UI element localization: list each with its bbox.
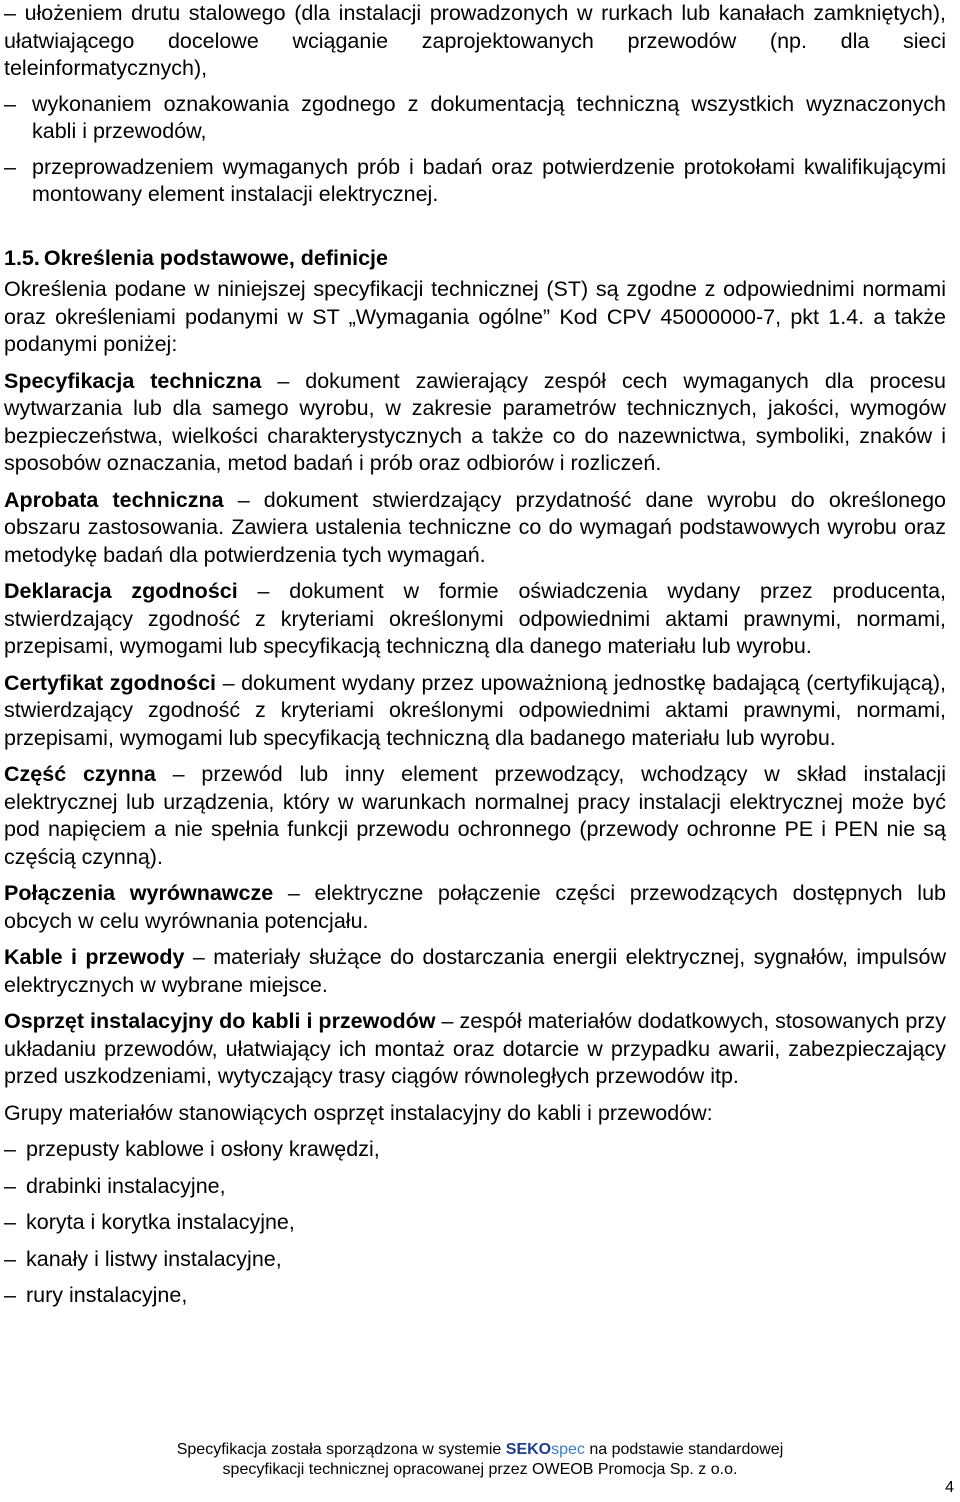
list-item-text: przepusty kablowe i osłony krawędzi, [26, 1137, 380, 1161]
definition-text: – dokument wydany przez upoważnioną jednostkę badającą (certyfikującą), stwierdzający zgodność z kryteriami określonymi odpowiednimi aktami prawnymi, normami, przepisami, wymogami lub specyfikacją techniczną dla badanego materiału lub wyrobu. [4, 670, 947, 750]
section-heading [4, 245, 946, 273]
definition [4, 578, 946, 661]
definition-text: – dokument zawierający zespół cech wymaganych dla procesu wytwarzania lub dla samego wyrobu, w zakresie parametrów technicznych, jakości, wymogów bezpieczeństwa, wielkości charakterystycznych a także co do nazewnictwa, symboliki, znaków i sposobów oznaczania, metod badań i prób oraz odbiorów i rozliczeń. [4, 368, 946, 475]
definition-term: Certyfikat zgodności [4, 670, 217, 695]
dash-marker: – [4, 154, 16, 179]
definition [4, 944, 946, 999]
list-item [4, 154, 946, 209]
footer-line-1 [0, 1440, 960, 1460]
definition [4, 487, 946, 570]
definition-text: – dokument stwierdzający przydatność dane wyrobu do określonego obszaru zastosowania. Zawiera ustalenia techniczne co do wymagań podstawowych wyrobu oraz metodykę badań dla potwierdzenia tych wymagań. [4, 487, 946, 567]
groups-intro: Grupy materiałów stanowiących osprzęt instalacyjny do kabli i przewodów: [4, 1100, 713, 1125]
page-number: 4 [945, 1479, 954, 1496]
definition [4, 880, 946, 935]
definition-text: – elektryczne połączenie części przewodzących dostępnych lub obcych w celu wyrównania potencjału. [4, 881, 946, 933]
bullet-text: wykonaniem oznakowania zgodnego z dokumentacją techniczną wszystkich wyznaczonych kabli i przewodów, [32, 91, 946, 143]
list-item [4, 1136, 946, 1164]
list-item [4, 91, 946, 146]
list-item-text: kanały i listwy instalacyjne, [26, 1246, 282, 1271]
definition-term: Specyfikacja techniczna [4, 368, 262, 393]
page-footer [0, 1440, 960, 1480]
definition-term: Deklaracja zgodności [4, 579, 238, 603]
document-page [4, 0, 946, 1310]
dash-marker: – [4, 1210, 16, 1234]
definition [4, 670, 946, 753]
definition-text: – przewód lub inny element przewodzący, wchodzący w skład instalacji elektrycznej lub urządzenia, który w warunkach normalnej pracy instalacji elektrycznej może być pod napięciem a nie spełnia funkcji przewodu ochronnego (przewody ochronne PE i PEN nie są częścią czynną). [4, 762, 947, 869]
definition-text: – materiały służące do dostarczania energii elektrycznej, sygnałów, impulsów elektrycznych w wybrane miejsce. [4, 945, 946, 997]
brand-logo-spec: spec [551, 1441, 585, 1458]
section-number: 1.5. [4, 245, 40, 270]
definition-term: Osprzęt instalacyjny do kabli i przewodów [4, 1009, 436, 1033]
definition-term: Część czynna [4, 762, 156, 786]
dash-marker: – [4, 1283, 16, 1307]
section-title: Określenia podstawowe, definicje [43, 245, 388, 270]
list-item [4, 1173, 946, 1201]
definition-term: Kable i przewody [4, 945, 185, 969]
dash-marker: – [4, 1137, 16, 1161]
definition [4, 368, 946, 478]
definition-text: – dokument w formie oświadczenia wydany przez producenta, stwierdzający zgodność z kryteriami określonymi odpowiednimi aktami prawnymi, normami, przepisami, wymogami lub specyfikacją techniczną dla danego materiału lub wyrobu. [4, 579, 946, 658]
definition-term: Połączenia wyrównawcze [4, 881, 274, 905]
intro-paragraph: – ułożeniem drutu stalowego (dla instalacji prowadzonych w rurkach lub kanałach zamkniętych), ułatwiającego docelowe wciąganie zaprojektowanych przewodów (np. dla sieci teleinformatycznych), [4, 1, 946, 80]
footer-text: Specyfikacja została sporządzona w systemie [176, 1441, 506, 1458]
definition [4, 761, 946, 871]
dash-marker: – [4, 91, 16, 116]
list-item-text: rury instalacyjne, [26, 1283, 188, 1307]
section-intro: Określenia podane w niniejszej specyfikacji technicznej (ST) są zgodne z odpowiednimi normami oraz określeniami podanymi w ST „Wymagania ogólne” Kod CPV 45000000-7, pkt 1.4. a także podanymi poniżej: [4, 277, 946, 356]
list-item [4, 1209, 946, 1237]
brand-logo-seko: SEKO [505, 1441, 552, 1458]
bullet-text: przeprowadzeniem wymaganych prób i badań oraz potwierdzenie protokołami kwalifikującymi montowany element instalacji elektrycznej. [32, 154, 946, 206]
list-item-text: drabinki instalacyjne, [26, 1173, 226, 1198]
dash-marker: – [4, 1173, 16, 1198]
list-item-text: koryta i korytka instalacyjne, [26, 1210, 295, 1234]
definition-term: Aprobata techniczna [4, 487, 224, 512]
list-item [4, 1246, 946, 1274]
list-item [4, 1282, 946, 1310]
definition [4, 1008, 946, 1091]
definition-text: – zespół materiałów dodatkowych, stosowanych przy układaniu przewodów, ułatwiający ich montaż oraz dotarcie w przypadku awarii, zabezpieczający przed uszkodzeniami, wytyczający trasy ciągów równoległych przewodów itp. [4, 1009, 946, 1088]
footer-text: na podstawie standardowej [584, 1441, 784, 1458]
dash-marker: – [4, 1246, 16, 1271]
footer-line-2: specyfikacji technicznej opracowanej przez OWEOB Promocja Sp. z o.o. [222, 1461, 738, 1478]
